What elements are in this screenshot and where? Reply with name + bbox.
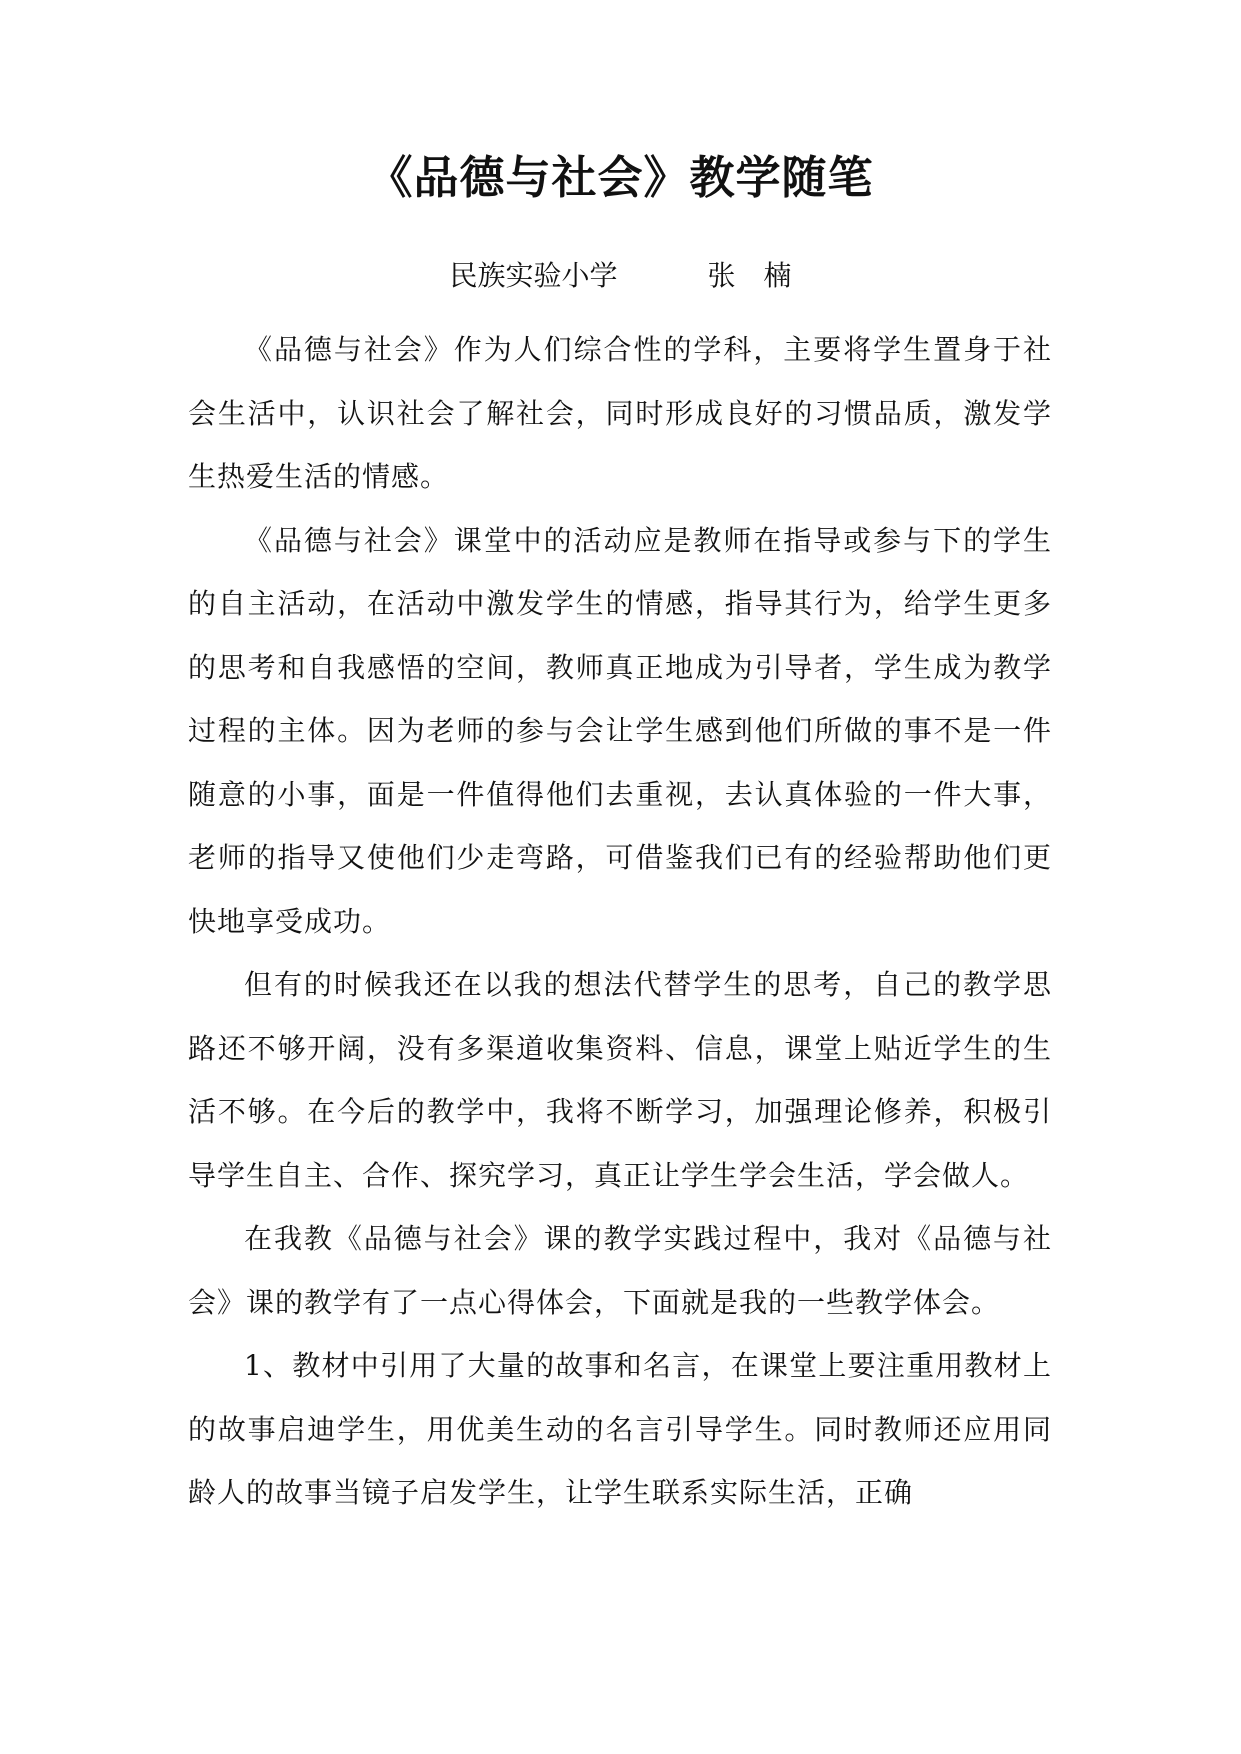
paragraph-2: 《品德与社会》课堂中的活动应是教师在指导或参与下的学生的自主活动，在活动中激发学生的情感，指导其行为，给学生更多的思考和自我感悟的空间，教师真正地成为引导者，学生成为教学过程的主体。因为老师的参与会让学生感到他们所做的事不是一件随意的小事，面是一件值得他们去重视，去认真体验的一件大事，老师的指导又使他们少走弯路，可借鉴我们已有的经验帮助他们更快地享受成功。 [188,523,1052,938]
paragraph-1: 《品德与社会》作为人们综合性的学科，主要将学生置身于社会生活中，认识社会了解社会，同时形成良好的习惯品质，激发学生热爱生活的情感。 [188,333,1052,493]
paragraph-3: 但有的时候我还在以我的想法代替学生的思考，自己的教学思路还不够开阔，没有多渠道收集资料、信息，课堂上贴近学生的生活不够。在今后的教学中，我将不断学习，加强理论修养，积极引导学生自主、合作、探究学习，真正让学生学会生活，学会做人。 [188,968,1052,1192]
document-title: 《品德与社会》教学随笔 [367,151,874,204]
author-school: 民族实验小学 [449,259,618,292]
author-name-first: 张 [707,259,736,292]
paragraph-4: 在我教《品德与社会》课的教学实践过程中，我对《品德与社会》课的教学有了一点心得体会，下面就是我的一些教学体会。 [188,1222,1052,1319]
paragraph-5: 1、教材中引用了大量的故事和名言，在课堂上要注重用教材上的故事启迪学生，用优美生动的名言引导学生。同时教师还应用同龄人的故事当镜子启发学生，让学生联系实际生活，正确 [188,1349,1052,1509]
author-byline [0,256,1241,296]
document-body [188,318,1052,1525]
author-name-second: 楠 [763,259,792,292]
